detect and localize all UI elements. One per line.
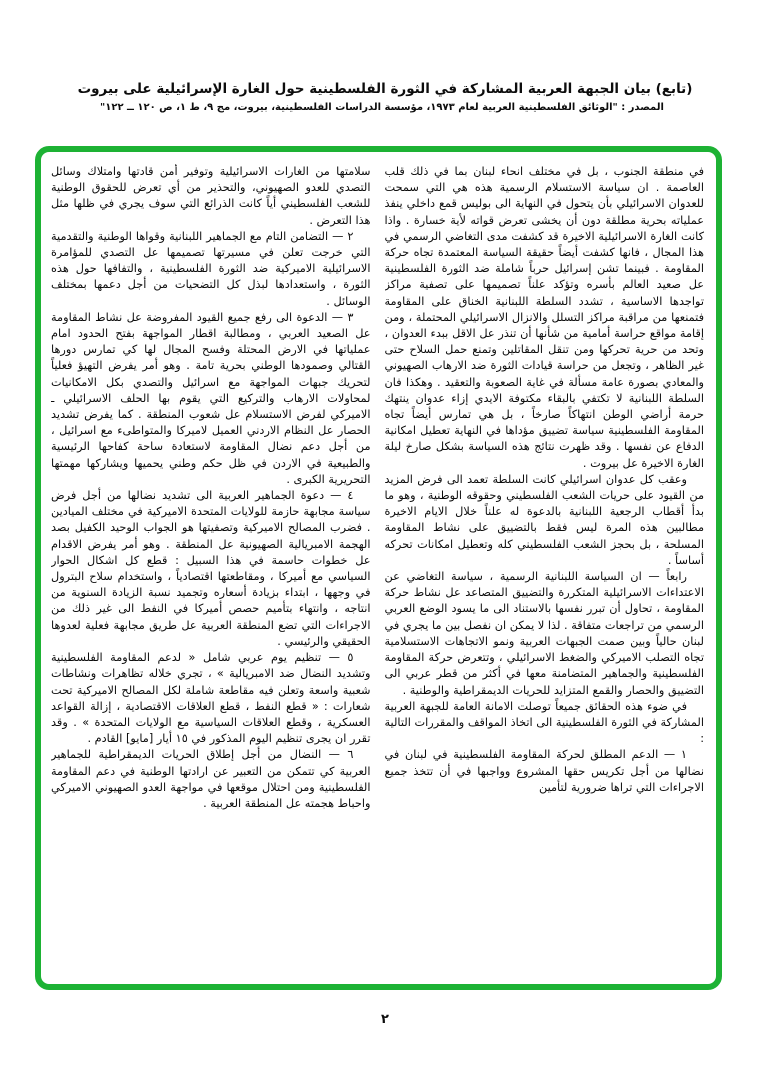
- document-header: [40, 80, 730, 113]
- paragraph-item-2: ٢ — التضامن التام مع الجماهير اللبنانية وقواها الوطنية والتقدمية التي خرجت تعلن في مسيرتها تصميمها عل التصدي للمؤامرة الاسرائيلية الاميركية ضد الثورة الفلسطينية ، والتفافها حول هذه الثورة ، واستعدادها لبذل كل التضحيات من أجل دعمها بمختلف الوسائل .: [51, 229, 371, 308]
- page-number: ٢: [381, 1012, 389, 1027]
- paragraph-item-5: ٥ — تنظيم يوم عربي شامل « لدعم المقاومة الفلسطينية وتشديد النضال ضد الامبريالية » ، تجري خلاله تظاهرات ونشاطات شعبية واسعة وتعلن فيه مقاطعة شاملة لكل المصالح الاميركية تحت شعارات : « قطع النفط ، قطع العلاقات الاقتصادية ، إزالة القواعد العسكرية ، وقطع العلاقات السياسية مع الولايات المتحدة » . وقد تقرر ان يجرى تنظيم اليوم المذكور في ١٥ أيار [مايو] القادم .: [51, 651, 371, 746]
- green-border-frame: [35, 146, 722, 990]
- column-right: [385, 164, 705, 974]
- paragraph-item-1: ١ — الدعم المطلق لحركة المقاومة الفلسطينية في لبنان في نضالها من أجل تكريس حقها المشروع وواجبها في أن تتخذ جميع الاجراءات التي تراها ضرورية لتأمين: [384, 748, 704, 794]
- text-columns: [51, 164, 704, 974]
- paragraph-item-3: ٣ — الدعوة الى رفع جميع القيود المفروضة عل نشاط المقاومة عل الصعيد العربي ، ومطالبة اقطار المواجهة بفتح الحدود امام عملياتها في الارض المحتلة وفسح المجال لها كي تمارس دورها القتالي وصمودها الوطني بحرية تامة . وهو أمر يفرض التهيؤ فعلياً لتحريك جبهات المواجهة مع اسرائيل والتصدي بكل الامكانيات لمحاولات الارهاب والتركيع التي يقوم بها الحلف الاسرائيلي ـ الاميركي لفرض الاستسلام عل شعوب المنطقة . كما يفرض تشديد الحصار عل النظام الاردني العميل لاميركا والمتواطىء مع اسرائيل ، من أجل دعم نضال المقاومة لاستعادة ساحة كفاحها الرئيسية والطبيعية في الاردن في ظل حكم وطني يحميها ويشاركها مهمتها التحريرية الكبرى .: [51, 310, 371, 486]
- column-left: [51, 164, 371, 974]
- paragraph: وعقب كل عدوان اسرائيلي كانت السلطة تعمد الى فرض المزيد من القيود على حريات الشعب الفلسطيني وحقوقه الوطنية ، وهو ما بدأ أقطاب الرجعية اللبنانية بالدعوة له علناً خلال الايام الاخيرة مطالبين هذه المرة ليس فقط بالتضييق على نشاط المقاومة المسلحة ، بل بحجز الشعب الفلسطيني كله وتعطيل امكانات تحركه أساساً .: [384, 472, 704, 567]
- paragraph-item-4: ٤ — دعوة الجماهير العربية الى تشديد نضالها من أجل فرض سياسة مجابهة حازمة للولايات المتحدة الاميركية في مختلف الميادين . فضرب المصالح الاميركية وتصفيتها هو الجواب الوحيد الكفيل بصد الهجمة الامبريالية الصهيونية عل المنطقة . وهو أمر يفرض الاقدام عل خطوات حاسمة في هذا السبيل : قطع كل اشكال الحوار السياسي مع أميركا ، ومقاطعتها اقتصادياً ، واستخدام سلاح البترول في وجهها ، ابتداء بزيادة أسعاره وتجميد نسبة الزيادة السنوية من انتاجه ، وانتهاء بتأميم حصص أميركا في النفط الى غير ذلك من الاجراءات التي تضع المنطقة العربية عل طريق مجابهة فعلية لعدوها الحقيقي والرئيسي .: [51, 489, 371, 648]
- paragraph: في ضوء هذه الحقائق جميعاً توصلت الامانة العامة للجبهة العربية المشاركة في الثورة الفلسطينية الى اتخاذ المواقف والمقررات التالية :: [384, 699, 704, 746]
- document-source-citation: المصدر : "الوثائق الفلسطينية العربية لعام ١٩٧٣، مؤسسة الدراسات الفلسطينية، بيروت، مج ٩، ط ١، ص ١٢٠ ــ ١٢٢": [100, 101, 664, 113]
- paragraph-item-6: ٦ — النضال من أجل إطلاق الحريات الديمقراطية للجماهير العربية كي تتمكن من التعبير عن ارادتها الوطنية في دعم المقاومة الفلسطينية ومن احتلال موقعها في مواجهة العدو الصهيوني الاميركي واحباط هجمته عل المنطقة العربية .: [51, 748, 371, 810]
- document-title: (تابع) بيان الجبهة العربية المشاركة في الثورة الفلسطينية حول الغارة الإسرائيلية على بيروت: [77, 81, 693, 97]
- paragraph-item-fourth: رابعاً — ان السياسة اللبنانية الرسمية ، سياسة التغاضي عن الاعتداءات الاسرائيلية المتكررة والتضييق المتصاعد عل نشاط حركة المقاومة ، تحاول أن تبرر نفسها بالاستناد الى ما يسود الوضع العربي الرسمي من تراجعات متفاقة . لذا لا يمكن ان نفصل بين ما يجري في لبنان حالياً وبين صمت الجبهات العربية ونمو الاتجاهات الاستسلامية تجاه التصلب الاميركي والضغط الاسرائيلي ، وتتعرض حركة المقاومة الفلسطينية والجماهير المتضامنة معها في أكثر من قطر عربي الى التضييق والحصار والقمع المتزايد للحريات الديمقراطية والوطنية .: [384, 570, 704, 697]
- paragraph: في منطقة الجنوب ، بل في مختلف انحاء لبنان بما في ذلك قلب العاصمة . ان سياسة الاستسلام الرسمية هذه هي التي سمحت للعدوان الاسرائيلي بأن يتحول في النهاية الى بوليس قمع داخلي ينفذ عملياته بحرية مطلقة دون أن يخشى تعرض قواته لأية خسارة . واذا كانت الغارة الاسرائيلية الاخيرة قد كشفت مدى التغاضي الرسمي في هذا المجال ، فانها كشفت أيضاً حقيقة السياسة المعتمدة تجاه حركة المقاومة . فبينما تشن إسرائيل حرباً شاملة ضد الثورة الفلسطينية عل صعيد العالم بأسره وتؤكد علناً تصميمها على تصفية مراكز تواجدها الاساسية ، تشدد السلطة اللبنانية الخناق على المقاومة فتمنعها من مراقبة مراكز التسلل والانزال الاسرائيلي المحتملة ، ومن إقامة مواقع حراسة أمامية من شأنها أن تنذر عل الاقل ببدء العدوان ، وتحد من حرية تحركها ومن تنقل المقاتلين وتمنع حمل السلاح حتى غير الظاهر ، وتجعل من حراسة قيادات الثورة ضد الارهاب الصهيوني والمعادي بصورة عامة مسألة في غاية الصعوبة والتعقيد . وهكذا فان السلطة اللبنانية لا تكتفي بالبقاء مكتوفة الايدي إزاء عدوان ينتهك حرمة أراضي الوطن انتهاكاً صارخاً ، بل هي تمارس أيضاً تجاه المقاومة الفلسطينية سياسة تضييق مؤداها في النهاية تعطيل امكانية الدفاع عن نفسها . وقد ظهرت نتائج هذه السياسة بشكل صارخ ليلة الغارة الاخيرة عل بيروت .: [384, 165, 704, 470]
- paragraph: سلامتها من الغارات الاسرائيلية وتوفير أمن قادتها وامتلاك وسائل التصدي للعدو الصهيوني، والتحذير من أي تعرض للحقوق الوطنية للشعب الفلسطيني أياً كانت الذرائع التي سوف يجري في ظلها مثل هذا التعرض .: [51, 165, 371, 227]
